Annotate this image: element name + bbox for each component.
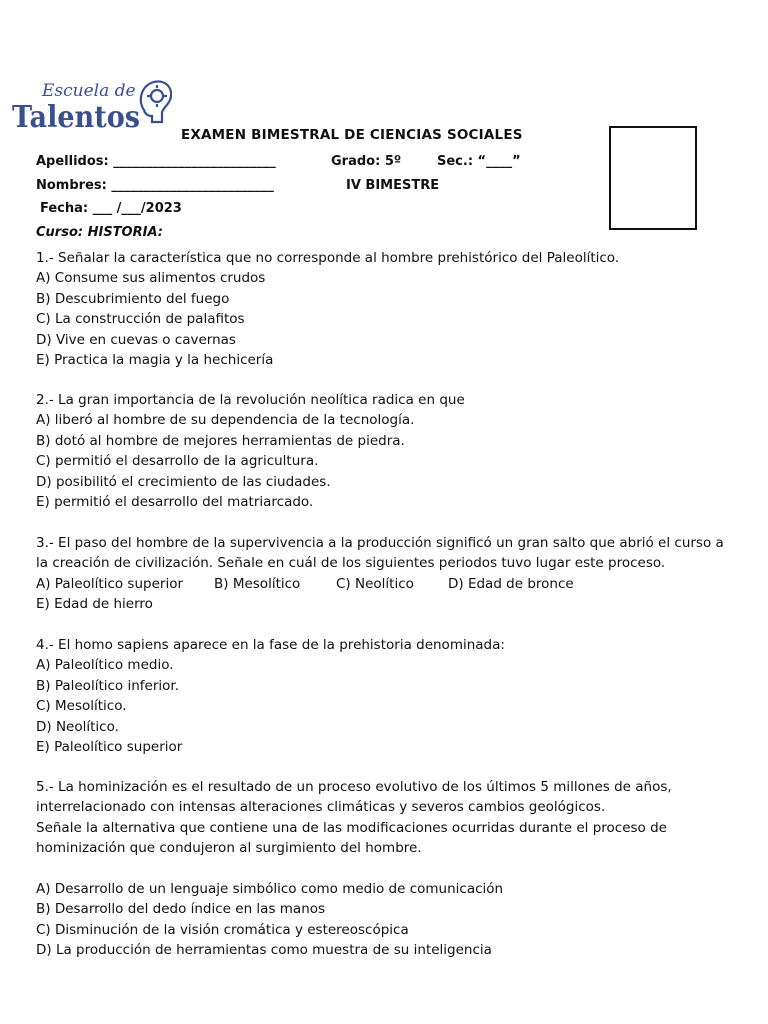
option-c: C) Disminución de la visión cromática y estereoscópica xyxy=(36,921,409,938)
apellidos-field[interactable]: Apellidos: _________________________ xyxy=(36,154,276,169)
option-b: B) dotó al hombre de mejores herramientas de piedra. xyxy=(36,432,405,449)
option-a: A) Paleolítico superior xyxy=(36,575,184,592)
question-2 xyxy=(36,390,748,512)
logo-line2: Talentos xyxy=(12,100,140,135)
option-b: B) Paleolítico inferior. xyxy=(36,677,179,694)
nombres-field[interactable]: Nombres: _________________________ xyxy=(36,178,274,193)
option-e: E) Paleolítico superior xyxy=(36,739,183,756)
option-c: C) Neolítico xyxy=(336,575,414,592)
photo-box xyxy=(609,126,697,230)
question-instruction: Señale la alternativa que contiene una de las modificaciones ocurridas durante el proceso de hominización que condujeron al surgimiento del hombre. xyxy=(36,819,667,857)
option-a: A) Consume sus alimentos crudos xyxy=(36,270,266,287)
school-logo xyxy=(12,74,172,136)
option-e: E) Practica la magia y la hechicería xyxy=(36,352,274,369)
question-5-options xyxy=(36,879,748,961)
option-c: C) permitió el desarrollo de la agricultura. xyxy=(36,453,319,470)
option-e: E) Edad de hierro xyxy=(36,596,153,613)
option-e: E) permitió el desarrollo del matriarcado. xyxy=(36,494,314,511)
option-a: A) Desarrollo de un lenguaje simbólico como medio de comunicación xyxy=(36,881,504,897)
option-c: C) Mesolítico. xyxy=(36,698,127,715)
option-d: D) Edad de bronce xyxy=(448,575,574,592)
option-d: D) Neolítico. xyxy=(36,718,119,735)
question-stem: 3.- El paso del hombre de la supervivencia a la producción significó un gran salto que abrió el curso a la creación de civilización. Señale en cuál de los siguientes periodos tuvo lugar este proceso. xyxy=(36,535,724,572)
question-stem: 2.- La gran importancia de la revolución neolítica radica en que xyxy=(36,392,465,408)
option-d: D) La producción de herramientas como muestra de su inteligencia xyxy=(36,942,492,959)
question-1 xyxy=(36,248,748,370)
question-stem: 4.- El homo sapiens aparece en la fase de la prehistoria denominada: xyxy=(36,637,505,653)
section-field[interactable]: Sec.: “____” xyxy=(437,154,521,169)
option-d: D) posibilitó el crecimiento de las ciudades. xyxy=(36,473,331,490)
question-3 xyxy=(36,533,736,615)
fecha-field[interactable]: Fecha: ___ /___/2023 xyxy=(40,201,182,216)
question-stem: 1.- Señalar la característica que no corresponde al hombre prehistórico del Paleolítico. xyxy=(36,250,620,266)
option-c: C) La construcción de palafitos xyxy=(36,311,245,328)
logo-line1: Escuela de xyxy=(42,81,136,101)
curso-label: Curso: HISTORIA: xyxy=(36,225,163,240)
question-4 xyxy=(36,635,748,757)
question-stem: 5.- La hominización es el resultado de un proceso evolutivo de los últimos 5 millones de años, interrelacionado con intensas alteraciones climáticas y severos cambios geológicos. xyxy=(36,779,672,816)
bimestre-label: IV BIMESTRE xyxy=(346,178,440,193)
option-b: B) Mesolítico xyxy=(214,575,301,592)
option-b: B) Descubrimiento del fuego xyxy=(36,290,230,307)
question-5 xyxy=(36,777,736,859)
exam-title: EXAMEN BIMESTRAL DE CIENCIAS SOCIALES xyxy=(181,127,523,143)
option-a: A) liberó al hombre de su dependencia de la tecnología. xyxy=(36,412,415,429)
options-row xyxy=(36,574,736,594)
head-bulb-icon xyxy=(141,81,171,122)
option-b: B) Desarrollo del dedo índice en las manos xyxy=(36,901,326,918)
grado-label: Grado: 5º xyxy=(331,154,402,169)
logo-graphic xyxy=(12,74,172,136)
option-a: A) Paleolítico medio. xyxy=(36,657,174,674)
option-d: D) Vive en cuevas o cavernas xyxy=(36,331,236,348)
